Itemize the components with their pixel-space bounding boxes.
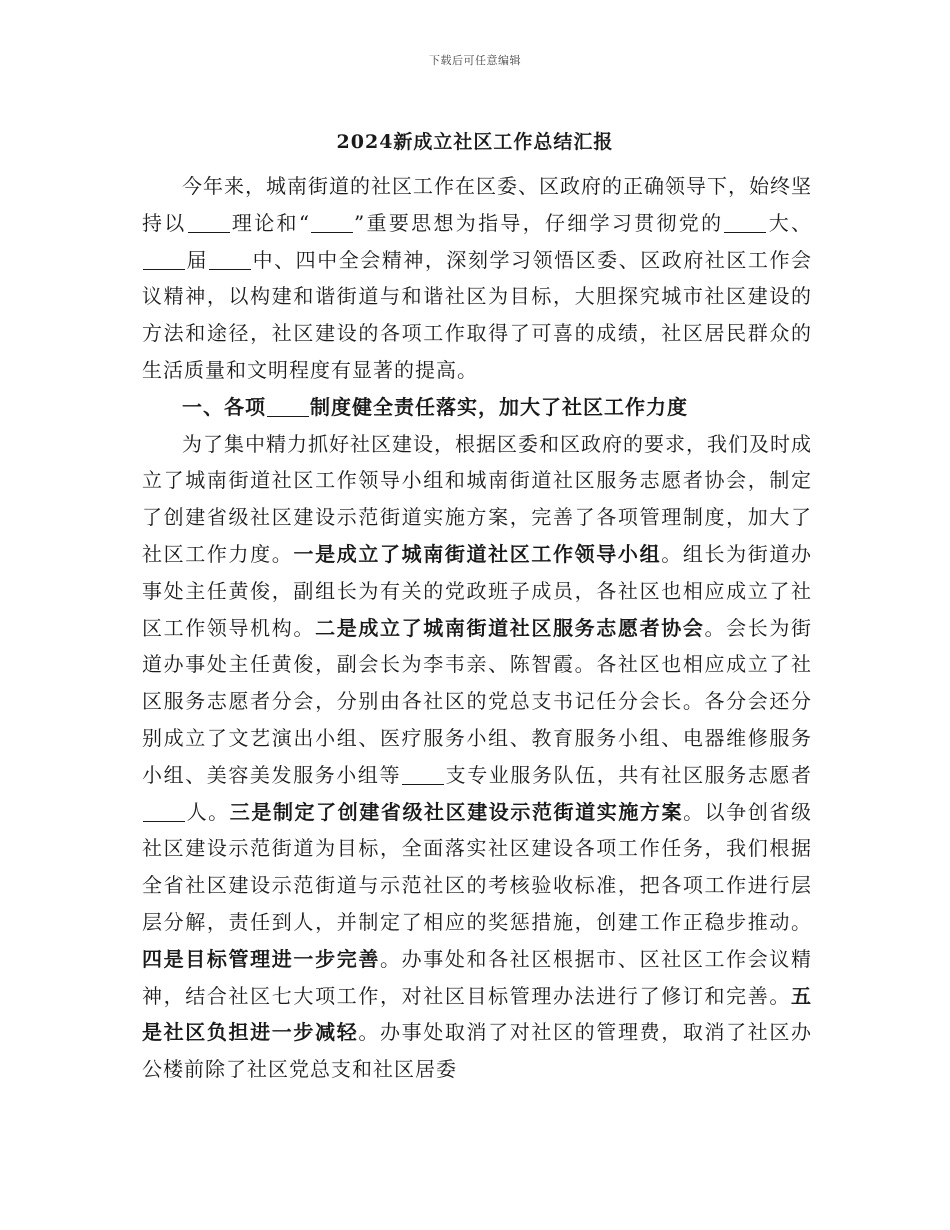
fill-blank bbox=[402, 766, 444, 785]
text-run: 中、四中全会精神，深刻学习领悟区委、区政府社区工作会议精神，以构建和谐街道与和谐社区为目标，大胆探究城市社区建设的方法和途径，社区建设的各项工作取得了可喜的成绩，社区居民群众的生活质量和文明程度有显著的提高。 bbox=[142, 247, 813, 382]
text-run: 人。 bbox=[186, 799, 230, 824]
fill-blank bbox=[267, 398, 309, 417]
text-run: 届 bbox=[186, 247, 209, 272]
text-run: 支专业服务队伍，共有社区服务志愿者 bbox=[445, 762, 813, 787]
text-run: 。办事处取消了对社区的管理费，取消了社区办公楼前除了社区党总支和社区居委 bbox=[142, 1020, 813, 1082]
text-run: 一、各项 bbox=[182, 394, 266, 419]
fill-blank bbox=[724, 214, 766, 233]
text-run: 大、 bbox=[767, 210, 813, 235]
text-run: 。组长为街道办事处主任黄俊，副组长为有关的党政班子成员，各社区也相应成立了社区工作领导机构。 bbox=[142, 541, 813, 640]
fill-blank bbox=[143, 251, 185, 270]
fill-blank bbox=[188, 214, 230, 233]
bold-run: 五是社区负担进一步减轻 bbox=[142, 983, 812, 1045]
text-run: 制度健全责任落实，加大了社区工作力度 bbox=[310, 394, 688, 419]
text-run: 。会长为街道办事处主任黄俊，副会长为李韦亲、陈智霞。各社区也相应成立了社区服务志愿者分会，分别由各社区的党总支书记任分会长。各分会还分别成立了文艺演出小组、医疗服务小组、教育服务小组、电器维修服务小组、美容美发服务小组等 bbox=[142, 615, 813, 787]
bold-run: 三是制定了创建省级社区建设示范街道实施方案 bbox=[229, 799, 684, 824]
section-heading bbox=[142, 389, 812, 426]
text-run: 为了集中精力抓好社区建设，根据区委和区政府的要求，我们及时成立了城南街道社区工作领导小组和城南街道社区服务志愿者协会，制定了创建省级社区建设示范街道实施方案，完善了各项管理制度，加大了社区工作力度。 bbox=[142, 431, 812, 566]
fill-blank bbox=[209, 251, 251, 270]
text-run: 。办事处和各社区根据市、区社区工作会议精神，结合社区七大项工作，对社区目标管理办法进行了修订和完善。 bbox=[142, 946, 813, 1008]
text-run: 。以争创省级社区建设示范街道为目标，全面落实社区建设各项工作任务，我们根据全省社区建设示范街道与示范社区的考核验收标准，把各项工作进行层层分解，责任到人，并制定了相应的奖惩措施，创建工作正稳步推动。 bbox=[142, 799, 813, 934]
bold-run: 四是目标管理进一步完善 bbox=[142, 946, 380, 971]
bold-run: 一是成立了城南街道社区工作领导小组 bbox=[293, 541, 662, 566]
text-run: ”重要思想为指导，仔细学习贯彻党的 bbox=[354, 210, 724, 235]
text-run: 今年来，城南街道的社区工作在区委、区政府的正确领导下，始终坚持以 bbox=[142, 174, 812, 235]
bold-run: 二是成立了城南街道社区服务志愿者协会 bbox=[315, 615, 705, 640]
page-header: 下载后可任意编辑 bbox=[429, 54, 521, 67]
fill-blank bbox=[311, 214, 353, 233]
section-paragraph bbox=[142, 426, 812, 1088]
intro-paragraph bbox=[142, 168, 812, 389]
fill-blank bbox=[143, 803, 185, 822]
document-body bbox=[142, 168, 812, 1088]
document-title: 2024新成立社区工作总结汇报 bbox=[336, 131, 614, 153]
text-run: 理论和“ bbox=[230, 210, 311, 235]
